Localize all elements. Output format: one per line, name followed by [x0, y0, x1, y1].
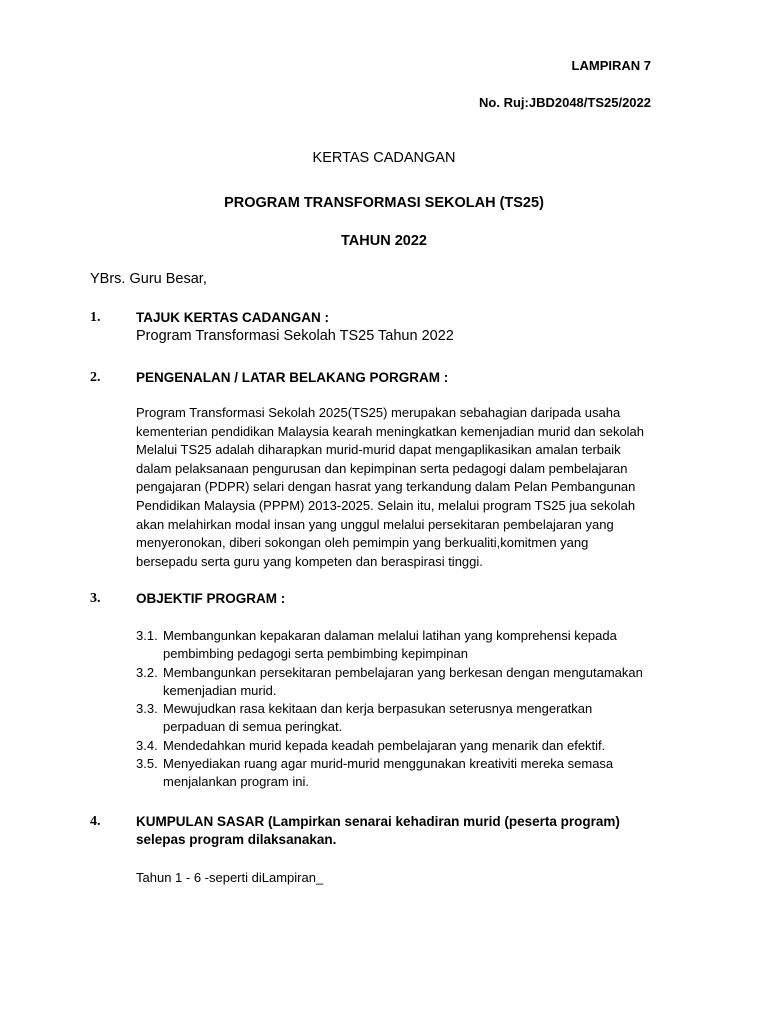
heading-line: selepas program dilaksanakan. — [136, 832, 337, 847]
objective-line: Membangunkan persekitaran pembelajaran yang berkesan dengan mengutamakan — [163, 664, 643, 680]
section-subtitle: Program Transformasi Sekolah TS25 Tahun 2022 — [136, 328, 454, 344]
objective-item — [136, 755, 696, 792]
body-line: Pendidikan Malaysia (PPPM) 2013-2025. Selain itu, melalui program TS25 jua sekolah — [136, 497, 636, 513]
section-heading: TAJUK KERTAS CADANGAN : — [136, 310, 329, 325]
objective-line: menjalankan program ini. — [163, 774, 309, 790]
objective-number: 3.2. — [136, 664, 158, 680]
objective-line: Mewujudkan rasa kekitaan dan kerja berpasukan seterusnya mengeratkan — [163, 701, 593, 717]
section-heading — [136, 813, 620, 849]
year-title: TAHUN 2022 — [341, 233, 427, 249]
objectives-list — [136, 627, 696, 792]
objective-line: kemenjadian murid. — [163, 682, 277, 698]
objective-item — [136, 737, 696, 755]
section-number: 3. — [90, 591, 101, 606]
program-title: PROGRAM TRANSFORMASI SEKOLAH (TS25) — [224, 195, 544, 211]
body-line: menyeronokan, diberi sokongan oleh pemimpin yang berkualiti,komitmen yang — [136, 535, 589, 551]
section-heading: OBJEKTIF PROGRAM : — [136, 591, 286, 606]
section-number: 1. — [90, 310, 101, 325]
objective-line: Membangunkan kepakaran dalaman melalui latihan yang komprehensi kepada — [163, 628, 617, 643]
document-title: KERTAS CADANGAN — [312, 150, 456, 166]
objective-number: 3.3. — [136, 701, 158, 717]
body-line: akan melahirkan modal insan yang unggul melalui persekitaran pembelajaran yang — [136, 516, 614, 532]
body-line: Program Transformasi Sekolah 2025(TS25) merupakan sebahagian daripada usaha — [136, 405, 621, 420]
objective-number: 3.5. — [136, 756, 158, 772]
body-line: Melalui TS25 adalah diharapkan murid-murid dapat mengaplikasikan amalan terbaik — [136, 442, 621, 458]
body-line: pengajaran (PDPR) selari dengan hasrat yang terkandung dalam Pelan Pembangunan — [136, 479, 636, 495]
section-heading: PENGENALAN / LATAR BELAKANG PORGRAM : — [136, 370, 449, 385]
lampiran-label: LAMPIRAN 7 — [571, 58, 651, 73]
objective-item — [136, 627, 696, 664]
reference-number: No. Ruj:JBD2048/TS25/2022 — [479, 95, 651, 110]
objective-number: 3.1. — [136, 628, 158, 643]
objective-item — [136, 700, 696, 737]
section-body: Tahun 1 - 6 -seperti diLampiran_ — [136, 870, 324, 885]
body-line: bersepadu serta guru yang kompeten dan beraspirasi tinggi. — [136, 553, 483, 569]
objective-number: 3.4. — [136, 737, 158, 753]
section-body — [136, 404, 696, 571]
body-line: dalam pelaksanaan pengurusan dan kepimpinan serta pedagogi dalam pembelajaran — [136, 460, 628, 476]
objective-line: Mendedahkan murid kepada keadah pembelajaran yang menarik dan efektif. — [163, 737, 606, 753]
objective-line: perpaduan di semua peringkat. — [163, 719, 343, 735]
heading-line: KUMPULAN SASAR (Lampirkan senarai kehadiran murid (peserta program) — [136, 814, 620, 829]
section-number: 2. — [90, 370, 101, 385]
objective-line: Menyediakan ruang agar murid-murid menggunakan kreativiti mereka semasa — [163, 756, 614, 772]
section-number: 4. — [90, 814, 101, 829]
salutation: YBrs. Guru Besar, — [90, 271, 207, 287]
objective-line: pembimbing pedagogi serta pembimbing kepimpinan — [163, 646, 468, 662]
body-line: kementerian pendidikan Malaysia kearah meningkatkan kemenjadian murid dan sekolah — [136, 423, 645, 439]
objective-item — [136, 664, 696, 701]
